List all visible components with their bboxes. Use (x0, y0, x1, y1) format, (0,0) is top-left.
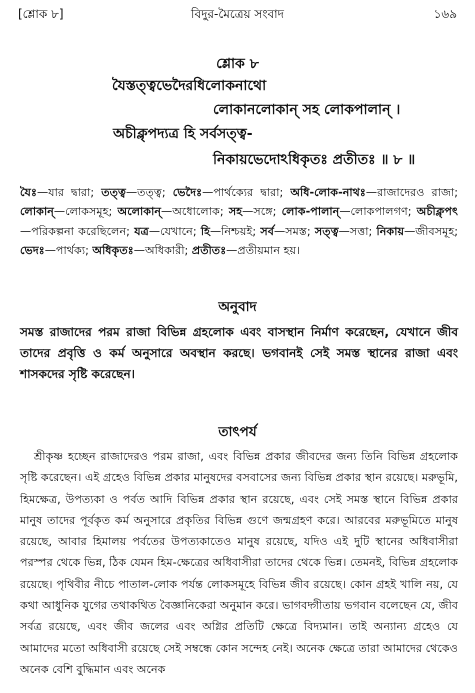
chapter-verse-ref: [শ্লোক ৮] (18, 7, 64, 21)
synonym-word: সত্ত্ব (314, 224, 339, 238)
translation-heading: অনুবাদ (218, 299, 257, 315)
synonym-meaning: যেখানে (160, 224, 193, 238)
purport-heading: তাৎপর্য (218, 424, 257, 440)
synonym-meaning: সমস্ত (285, 224, 307, 238)
synonym-word: ভেদঃ (20, 244, 45, 258)
synonym-word: তত্ত্ব (101, 186, 126, 199)
synonym-entry: সর্ব—সমস্ত; (260, 224, 315, 238)
synonym-meaning: অধিকারী (144, 244, 185, 258)
synonym-entry: অলোকান্—অধোলোক; (117, 205, 229, 219)
synonym-entry: অধি-লোক-নাথঃ—রাজাদেরও রাজা; (290, 186, 458, 199)
synonym-word: অধি-লোক-নাথঃ (290, 186, 366, 199)
synonym-entry: ভেদৈঃ—পার্থক্যের দ্বারা; (172, 186, 291, 199)
synonym-entry: নিকায়—জীবসমূহ; (376, 224, 458, 238)
synonym-entry: প্রতীতঃ—প্রতীয়মান হয়। (191, 244, 301, 258)
purport-paragraph: শ্রীকৃষ্ণ হচ্ছেন রাজাদেরও পরম রাজা, এবং বিভিন্ন প্রকার জীবদের জন্য তিনি বিভিন্ন গ্রহলোক সৃষ্টি করেছেন। এই গ্রহেও বিভিন্ন প্রকার মানুষদের বসবাসের জন্য বিভিন্ন প্রকার স্থান রয়েছে। মরুভূমি, হিমক্ষেত্র, উপত্যকা ও পর্বত আদি বিভিন্ন প্রকার স্থান রয়েছে, এবং সেই সমস্ত স্থানে বিভিন্ন প্রকার মানুষ তাদের পূর্বকৃত কর্ম অনুসারে প্রকৃতির বিভিন্ন গুণে জন্মগ্রহণ করে। আরবের মরুভূমিতে মানুষ রয়েছে, আবার হিমালয় পর্বতের উপত্যকাতেও মানুষ রয়েছে, যদিও এই দুটি স্থানের অধিবাসীরা পরস্পর থেকে ভিন্ন, ঠিক যেমন হিম-ক্ষেত্রের অধিবাসীরা তাদের থেকে ভিন্ন। তেমনই, বিভিন্ন গ্রহলোক রয়েছে। পৃথিবীর নীচে পাতাল-লোক পর্যন্ত লোকসমূহে বিভিন্ন জীব রয়েছে। কোন গ্রহই খালি নয়, যে কথা আধুনিক যুগের তথাকথিত বৈজ্ঞানিকেরা অনুমান করে। ভাগবদ্গীতায় ভগবান বলেছেন যে, জীব সর্বত্র রয়েছে, এবং জীব জলের এবং অগ্নির প্রতিটি ক্ষেত্রে বিদ্যমান। তাই অন্যান্য গ্রহেও যে আমাদের মতো অধিবাসী রয়েছে সেই সম্বন্ধে কোন সন্দেহ নেই। অনেক ক্ষেত্রে তারা আমাদের থেকেও অনেক বেশি বুদ্ধিমান এবং অনেক (20, 450, 458, 676)
synonym-word: অলোকান্ (117, 205, 162, 219)
synonym-entry: যত্র—যেখানে; (134, 224, 201, 238)
synonym-meaning: পরিকল্পনা করেছিলেন (31, 224, 127, 238)
synonym-entry: লোকান্—লোকসমূহ; (20, 205, 118, 219)
synonym-word: অচীক্লৃপৎ (416, 205, 459, 219)
synonym-entry: হি—নিশ্চয়ই; (200, 224, 261, 238)
running-title: বিদুর-মৈত্রেয় সংবাদ (191, 7, 284, 21)
synonym-meaning: নিশ্চয়ই (221, 224, 253, 238)
synonym-meaning: অধোলোক (172, 205, 220, 219)
synonym-entry: লোক-পালান্—লোকপালগণ; (281, 205, 417, 219)
synonym-meaning: সত্তা (349, 224, 369, 238)
synonym-word: যত্র (134, 224, 149, 238)
verse-line-1: যৈস্তত্ত্বভেদৈরধিলোকনাথো (112, 78, 267, 94)
synonym-word: ভেদৈঃ (172, 186, 203, 199)
synonym-entry: সত্ত্ব—সত্তা; (314, 224, 377, 238)
synonym-word: যৈঃ (20, 186, 37, 199)
synonym-meaning: রাজাদেরও রাজা (377, 186, 455, 199)
synonym-meaning: পার্থক্য (55, 244, 86, 258)
synonym-meaning: লোকসমূহ (65, 205, 109, 219)
synonym-meaning: যার দ্বারা (48, 186, 91, 199)
synonym-word: লোকান্ (20, 205, 54, 219)
synonym-meaning: প্রতীয়মান হয় (237, 244, 297, 258)
verse-title: শ্লোক ৮ (216, 56, 259, 72)
translation-text: সমস্ত রাজাদের পরম রাজা বিভিন্ন গ্রহলোক এবং বাসস্থান নির্মাণ করেছেন, যেখানে জীব তাদের প্রবৃত্তি ও কর্ম অনুসারে অবস্থান করছে। ভগবানই সেই সমস্ত স্থানের রাজা এবং শাসকদের সৃষ্টি করেছেন। (20, 325, 458, 381)
synonym-word: নিকায় (376, 224, 405, 238)
synonym-entry: অধিকৃতঃ—অধিকারী; (92, 244, 192, 258)
synonym-meaning: তত্ত্ব (137, 186, 162, 199)
synonym-word: হি (200, 224, 210, 238)
synonym-word: সর্ব (260, 224, 274, 238)
verse-line-2: লোকানলোকান্ সহ লোকপালান্ । (213, 102, 401, 118)
synonym-word: লোক-পালান্ (281, 205, 340, 219)
word-for-word-synonyms (20, 183, 458, 261)
synonym-entry: সহ—সঙ্গে; (228, 205, 282, 219)
synonym-entry: তত্ত্ব—তত্ত্ব; (101, 186, 173, 199)
page-number: ১৬৯ (433, 7, 457, 21)
synonym-meaning: পার্থক্যের দ্বারা (213, 186, 280, 199)
synonym-entry: যৈঃ—যার দ্বারা; (20, 186, 102, 199)
verse-line-3: অচীক্লৃপদ্যত্র হি সর্বসত্ত্ব- (113, 126, 253, 142)
verse-line-4: নিকায়ভেদোঽধিকৃতঃ প্রতীতঃ ॥ ৮ ॥ (213, 152, 416, 168)
synonym-word: প্রতীতঃ (191, 244, 227, 258)
synonym-word: অধিকৃতঃ (92, 244, 134, 258)
synonym-meaning: জীবসমূহ (415, 224, 455, 238)
synonym-meaning: সঙ্গে (253, 205, 273, 219)
page-header (18, 6, 457, 26)
synonym-entry: অচীক্লৃপৎ—পরিকল্পনা করেছিলেন; (20, 205, 459, 238)
synonym-entry: ভেদঃ—পার্থক্য; (20, 244, 93, 258)
synonym-word: সহ (228, 205, 243, 219)
synonym-meaning: লোকপালগণ (350, 205, 408, 219)
purport-text (20, 446, 458, 680)
